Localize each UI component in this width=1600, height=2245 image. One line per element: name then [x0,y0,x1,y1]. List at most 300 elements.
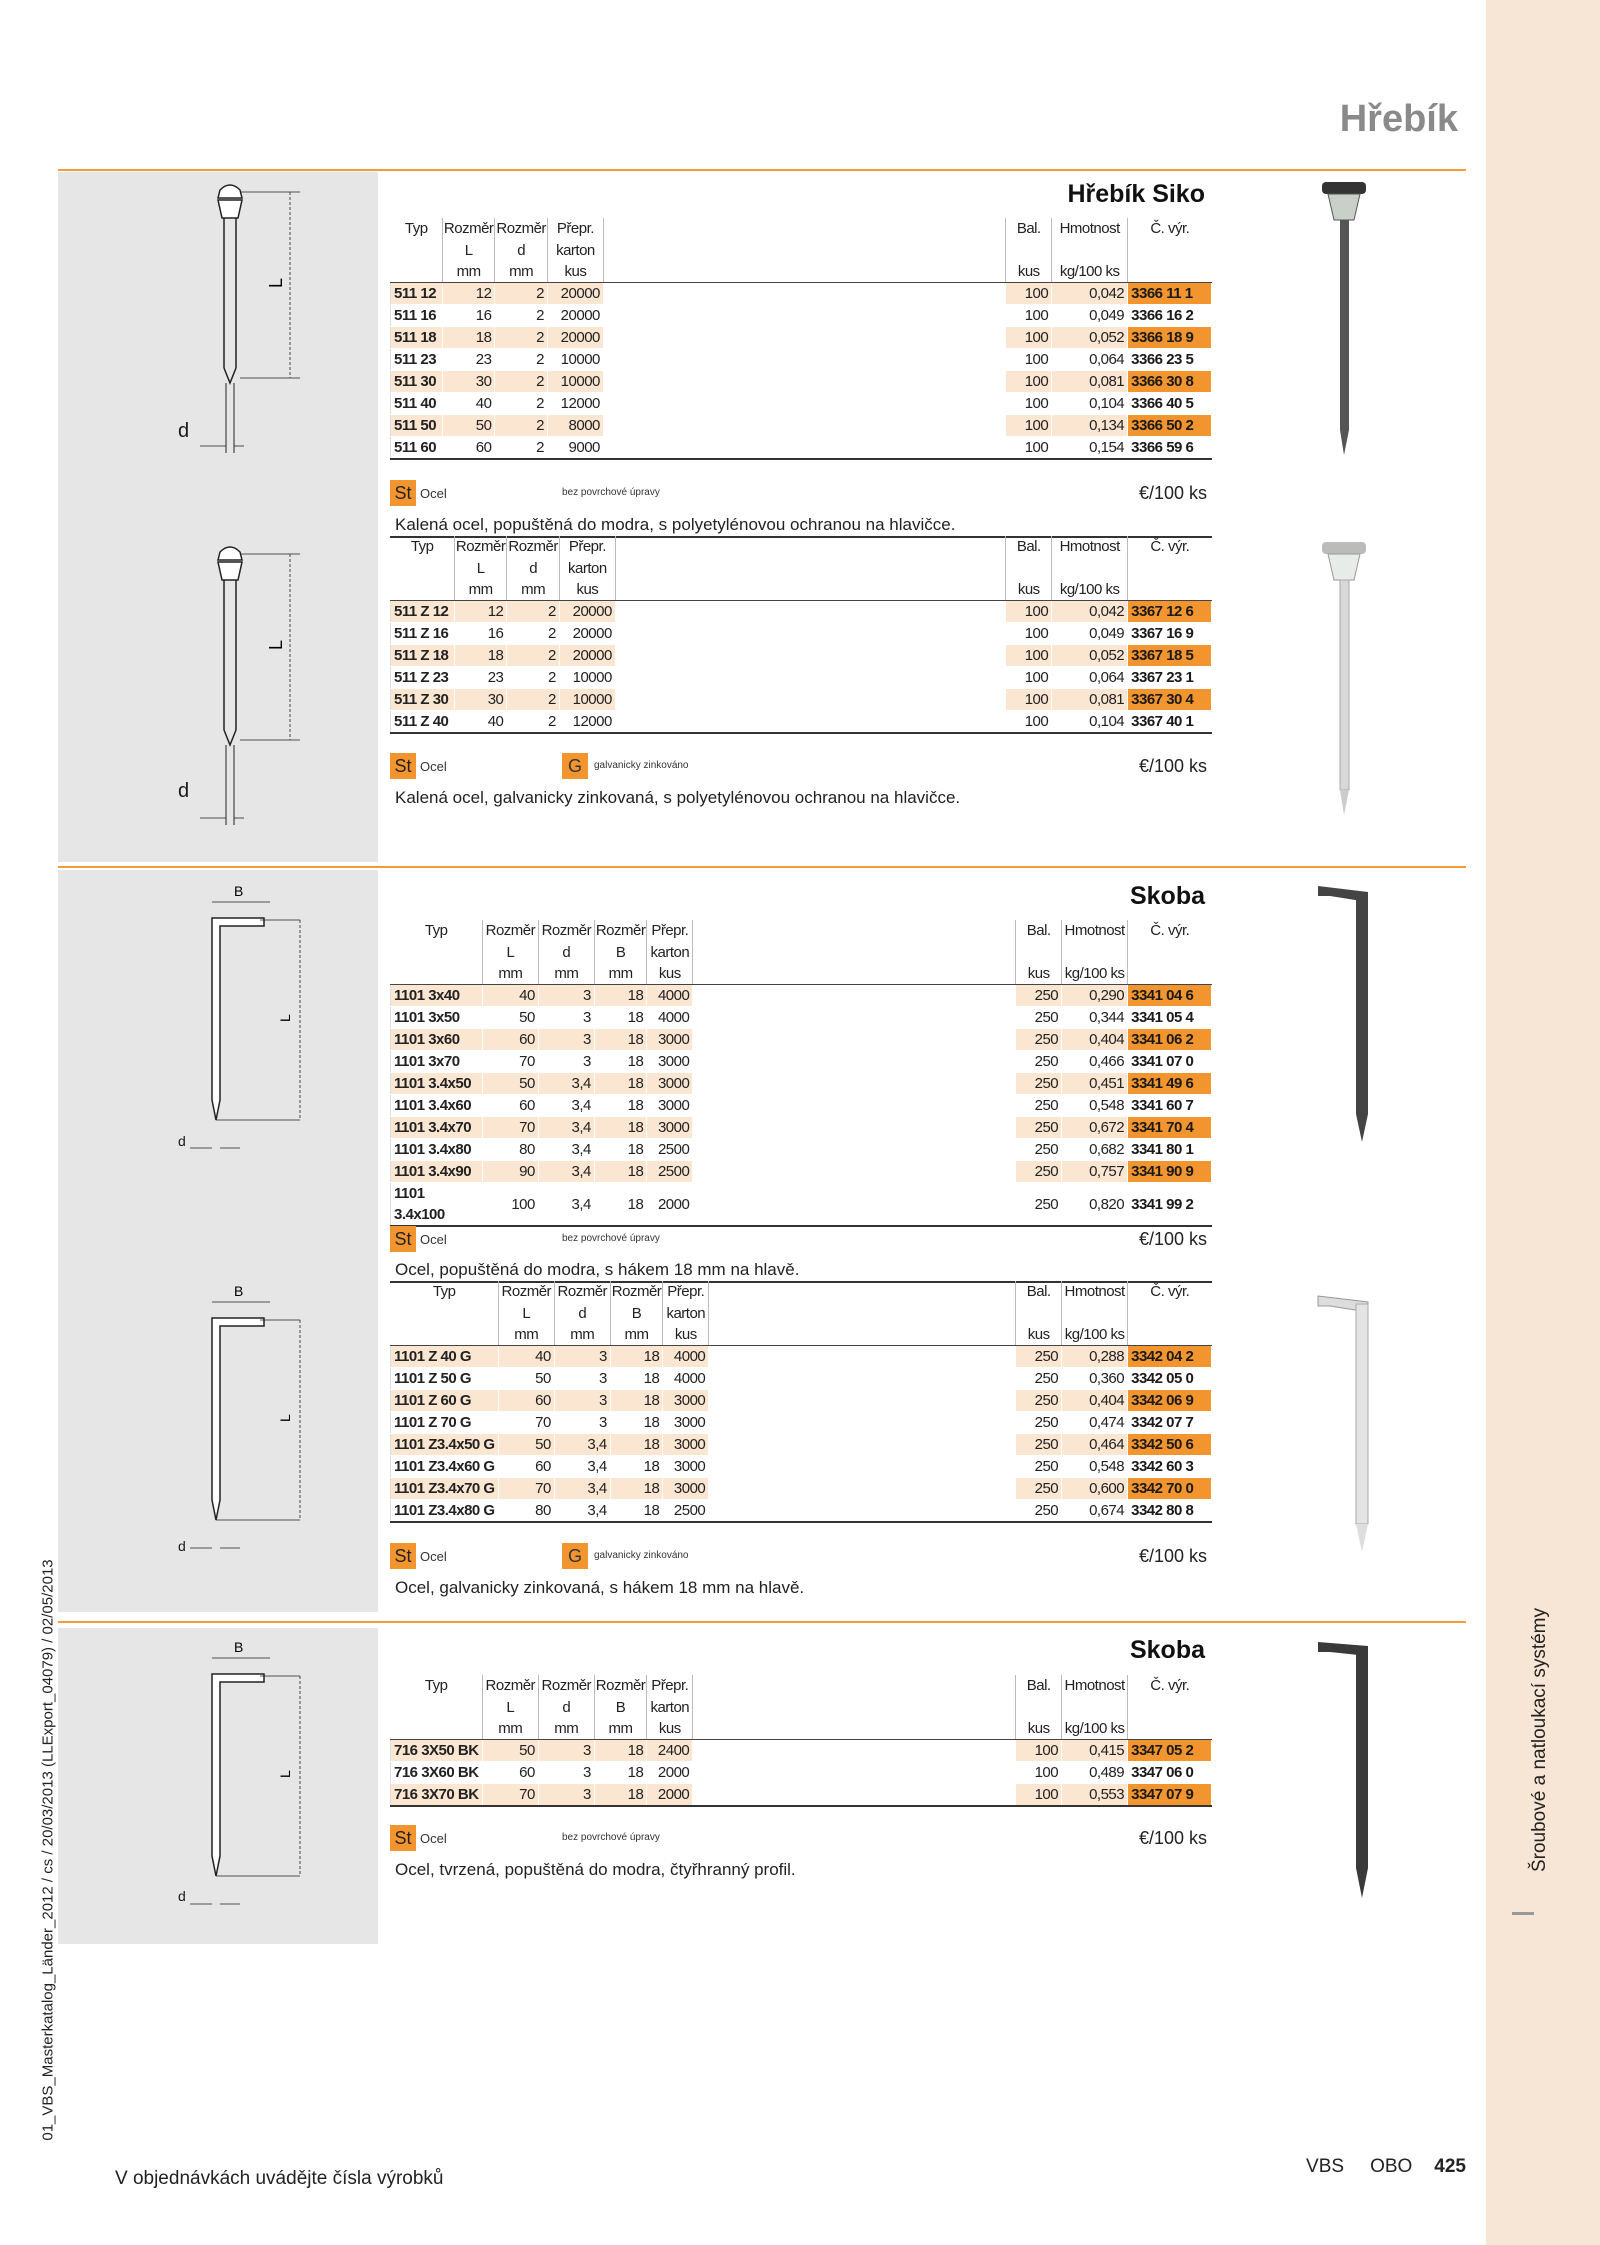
cell-value: 3 [554,1346,610,1368]
cell-value: 2 [495,415,548,437]
cell-value: 20000 [547,327,603,349]
cell-spacer [709,1478,1016,1500]
cell-type: 1101 3x50 [391,1007,483,1029]
cell-value: 100 [1006,393,1052,415]
cell-value: 18 [594,1161,647,1183]
page-number: 425 [1434,2156,1466,2177]
left-margin-text: 01_VBS_Masterkatalog_Länder_2012 / cs / 20/03/2013 (LLExport_04079) / 02/05/2013 [39,1559,57,2141]
cell-spacer [615,623,1005,645]
cell-value: 100 [1006,305,1052,327]
cell-spacer [615,689,1005,711]
cell-type: 1101 3x40 [391,985,483,1007]
cell-value: 0,548 [1062,1095,1128,1117]
cell-value: 250 [1016,1368,1062,1390]
cell-value: 18 [594,1073,647,1095]
cell-value: 2 [495,305,548,327]
material-code-st: St [390,480,416,506]
cell-article-number: 3366 16 2 [1128,305,1212,327]
dim-label-d: d [178,420,190,442]
cell-value: 3000 [647,1051,693,1073]
cell-value: 250 [1016,1029,1062,1051]
material-legend: St Ocel bez povrchové úpravy [390,480,690,508]
cell-article-number: 3366 23 5 [1128,349,1212,371]
cell-value: 2 [495,349,548,371]
cell-value: 3,4 [554,1434,610,1456]
cell-spacer [615,711,1005,734]
cell-value: 3000 [647,1073,693,1095]
cell-value: 0,466 [1062,1051,1128,1073]
dim-label-d: d [178,1888,186,1904]
table-row [391,1478,1212,1500]
staple-photo-dark [1310,880,1380,1150]
cell-spacer [693,1784,1016,1807]
cell-article-number: 3366 40 5 [1128,393,1212,415]
cell-value: 18 [610,1478,663,1500]
cell-value: 2500 [663,1500,709,1523]
cell-value: 4000 [647,985,693,1007]
cell-type: 511 60 [391,437,443,460]
cell-type: 1101 3x70 [391,1051,483,1073]
cell-article-number: 3342 06 9 [1128,1390,1212,1412]
cell-value: 100 [1016,1784,1062,1807]
cell-type: 1101 3.4x90 [391,1161,483,1183]
cell-value: 2500 [647,1139,693,1161]
cell-type: 1101 3.4x70 [391,1117,483,1139]
cell-value: 250 [1016,1139,1062,1161]
cell-value: 20000 [559,601,615,623]
cell-value: 30 [454,689,507,711]
cell-value: 250 [1016,985,1062,1007]
cell-value: 10000 [547,349,603,371]
cell-type: 1101 3x60 [391,1029,483,1051]
cell-value: 40 [454,711,507,734]
cell-type: 511 50 [391,415,443,437]
cell-value: 0,600 [1062,1478,1128,1500]
cell-spacer [709,1456,1016,1478]
material-legend: St Ocel G galvanicky zinkováno [390,1543,890,1571]
cell-value: 100 [1006,415,1052,437]
cell-value: 18 [442,327,495,349]
cell-type: 1101 3.4x60 [391,1095,483,1117]
material-legend: St Ocel bez povrchové úpravy [390,1226,690,1254]
cell-value: 3 [554,1390,610,1412]
cell-spacer [603,305,1005,327]
cell-article-number: 3342 04 2 [1128,1346,1212,1368]
cell-value: 4000 [663,1346,709,1368]
cell-value: 20000 [559,623,615,645]
cell-type: 511 Z 23 [391,667,455,689]
footer-brand-obo: OBO [1370,2156,1413,2177]
cell-type: 1101 3.4x100 [391,1183,483,1227]
dim-label-B: B [234,1283,244,1299]
cell-value: 50 [498,1434,554,1456]
cell-value: 0,042 [1052,601,1128,623]
cell-value: 9000 [547,437,603,460]
nail-drawing-1 [160,178,330,458]
cell-spacer [709,1412,1016,1434]
cell-value: 50 [498,1368,554,1390]
staple-photo-galvanized [1310,1290,1380,1560]
cell-value: 18 [610,1456,663,1478]
cell-value: 8000 [547,415,603,437]
table-row [391,1368,1212,1390]
cell-value: 20000 [559,645,615,667]
table-row [391,1784,1212,1807]
cell-value: 250 [1016,1007,1062,1029]
cell-spacer [693,1095,1016,1117]
nail-photo-galvanized [1310,540,1380,820]
cell-value: 23 [454,667,507,689]
cell-value: 250 [1016,1346,1062,1368]
cell-article-number: 3341 04 6 [1128,985,1212,1007]
table-row [391,1740,1212,1762]
nail-photo-dark [1310,180,1380,460]
material-code-st: St [390,1543,416,1569]
cell-value: 2 [507,645,560,667]
cell-value: 18 [610,1412,663,1434]
cell-spacer [693,1051,1016,1073]
product-table-siko: Typ Rozměr Rozměr Přepr. Bal. Hmotnost Č. výr. L d karton mm mm kus kus kg/100 ks 511 12 12 2 20000 100 0,042 3366 11 1 511 16 16 2 20000 100 0,049 3366 16 2 511 18 18 2 20000 100 0,052 3366 18 9 511 23 23 2 10000 100 0,064 3366 23 5 511 30 30 2 10000 100 0,081 3366 30 8 511 40 40 2 12000 100 0,104 3366 40 5 511 50 50 2 8000 100 0,134 3366 50 2 511 60 60 2 9000 100 0,154 3366 59 6 [390,218,1212,460]
cell-value: 60 [498,1390,554,1412]
cell-spacer [603,349,1005,371]
cell-article-number: 3342 05 0 [1128,1368,1212,1390]
cell-article-number: 3341 99 2 [1128,1183,1212,1227]
cell-value: 100 [1016,1762,1062,1784]
cell-value: 250 [1016,1161,1062,1183]
cell-value: 40 [482,985,538,1007]
cell-type: 511 18 [391,327,443,349]
cell-article-number: 3341 70 4 [1128,1117,1212,1139]
cell-value: 18 [594,1029,647,1051]
cell-value: 0,104 [1052,393,1128,415]
cell-article-number: 3341 49 6 [1128,1073,1212,1095]
cell-article-number: 3367 30 4 [1128,689,1212,711]
cell-value: 0,360 [1062,1368,1128,1390]
section-divider [58,866,1466,868]
cell-value: 3 [538,1029,594,1051]
cell-type: 716 3X70 BK [391,1784,483,1807]
cell-value: 2 [507,601,560,623]
table-row [391,1029,1212,1051]
staple-photo-black [1310,1636,1380,1906]
cell-spacer [693,1073,1016,1095]
cell-value: 18 [594,1740,647,1762]
table-row [391,1456,1212,1478]
cell-value: 2 [507,689,560,711]
dim-label-L: L [266,639,286,650]
cell-value: 2000 [647,1183,693,1227]
product-table-skoba-bk: Typ Rozměr Rozměr Rozměr Přepr. Bal. Hmotnost Č. výr. L d B karton mm mm mm kus kus kg/100 ks 716 3X50 BK 50 3 18 2400 100 0,415 3347 05 2 716 3X60 BK 60 3 18 2000 100 0,489 3347 06 0 716 3X70 BK 70 3 18 2000 100 0,553 3347 07 9 [390,1675,1212,1807]
page-title: Hřebík [1339,98,1458,140]
cell-value: 2 [495,283,548,305]
cell-value: 100 [1006,437,1052,460]
cell-value: 18 [610,1368,663,1390]
cell-type: 1101 3.4x80 [391,1139,483,1161]
cell-value: 3,4 [538,1073,594,1095]
dim-label-L: L [266,277,286,288]
cell-value: 100 [1006,711,1052,734]
cell-spacer [693,1740,1016,1762]
table-row [391,601,1212,623]
cell-value: 100 [1006,349,1052,371]
cell-article-number: 3367 23 1 [1128,667,1212,689]
cell-value: 0,404 [1062,1029,1128,1051]
cell-type: 1101 Z 60 G [391,1390,499,1412]
cell-value: 23 [442,349,495,371]
cell-value: 3000 [663,1390,709,1412]
cell-value: 250 [1016,1500,1062,1523]
cell-value: 3 [538,1762,594,1784]
cell-value: 16 [442,305,495,327]
staple-drawing-3 [160,1636,330,1916]
cell-spacer [693,985,1016,1007]
table-row [391,349,1212,371]
cell-type: 1101 Z3.4x70 G [391,1478,499,1500]
cell-value: 18 [610,1434,663,1456]
cell-type: 1101 3.4x50 [391,1073,483,1095]
cell-spacer [615,645,1005,667]
cell-value: 0,134 [1052,415,1128,437]
cell-type: 1101 Z 70 G [391,1412,499,1434]
table-row [391,1161,1212,1183]
cell-value: 250 [1016,1390,1062,1412]
cell-article-number: 3341 80 1 [1128,1139,1212,1161]
cell-value: 3 [538,1740,594,1762]
section-divider [58,1621,1466,1623]
cell-value: 0,064 [1052,349,1128,371]
cell-spacer [603,327,1005,349]
cell-value: 250 [1016,1456,1062,1478]
table-row [391,1434,1212,1456]
cell-type: 1101 Z 40 G [391,1346,499,1368]
cell-value: 100 [1006,623,1052,645]
cell-type: 511 Z 16 [391,623,455,645]
sidebar-category-text: Šroubové a natloukací systémy [1529,1607,1550,1873]
cell-spacer [603,393,1005,415]
cell-value: 10000 [559,689,615,711]
table-row [391,1500,1212,1523]
cell-article-number: 3366 30 8 [1128,371,1212,393]
price-unit: €/100 ks [1138,1546,1207,1566]
cell-article-number: 3342 60 3 [1128,1456,1212,1478]
cell-type: 511 12 [391,283,443,305]
staple-drawing-2 [160,1280,330,1560]
table-row [391,623,1212,645]
cell-value: 3 [554,1412,610,1434]
cell-article-number: 3341 05 4 [1128,1007,1212,1029]
cell-type: 1101 Z3.4x60 G [391,1456,499,1478]
cell-type: 511 Z 30 [391,689,455,711]
cell-value: 100 [1006,283,1052,305]
cell-value: 18 [594,1095,647,1117]
cell-type: 511 Z 12 [391,601,455,623]
cell-value: 80 [498,1500,554,1523]
cell-value: 100 [482,1183,538,1227]
product-description: Ocel, tvrzená, popuštěná do modra, čtyřhranný profil. [395,1860,796,1879]
cell-value: 3,4 [538,1117,594,1139]
cell-value: 0,288 [1062,1346,1128,1368]
cell-value: 50 [482,1007,538,1029]
cell-value: 18 [594,1784,647,1807]
cell-value: 70 [498,1412,554,1434]
cell-value: 250 [1016,1478,1062,1500]
cell-article-number: 3347 07 9 [1128,1784,1212,1807]
cell-value: 3 [538,1051,594,1073]
cell-value: 3000 [663,1412,709,1434]
cell-value: 0,049 [1052,305,1128,327]
cell-value: 10000 [547,371,603,393]
price-unit: €/100 ks [1138,483,1207,503]
cell-article-number: 3342 70 0 [1128,1478,1212,1500]
cell-value: 0,404 [1062,1390,1128,1412]
cell-value: 3,4 [554,1500,610,1523]
cell-article-number: 3347 06 0 [1128,1762,1212,1784]
cell-value: 0,415 [1062,1740,1128,1762]
cell-article-number: 3366 59 6 [1128,437,1212,460]
cell-value: 2000 [647,1762,693,1784]
cell-value: 3000 [647,1117,693,1139]
cell-value: 0,464 [1062,1434,1128,1456]
dim-label-d: d [178,1133,186,1149]
cell-value: 18 [594,1117,647,1139]
cell-value: 100 [1006,689,1052,711]
product-table-siko-zinc: Typ Rozměr Rozměr Přepr. Bal. Hmotnost Č. výr. L d karton mm mm kus kus kg/100 ks 511 Z 12 12 2 20000 100 0,042 3367 12 6 511 Z 16 16 2 20000 100 0,049 3367 16 9 511 Z 18 18 2 20000 100 0,052 3367 18 5 511 Z 23 23 2 10000 100 0,064 3367 23 1 511 Z 30 30 2 10000 100 0,081 3367 30 4 511 Z 40 40 2 12000 100 0,104 3367 40 1 [390,536,1212,734]
cell-type: 1101 Z 50 G [391,1368,499,1390]
cell-value: 3 [538,1784,594,1807]
cell-article-number: 3367 40 1 [1128,711,1212,734]
cell-value: 18 [610,1390,663,1412]
cell-type: 511 Z 40 [391,711,455,734]
cell-value: 2 [495,327,548,349]
table-row [391,1183,1212,1227]
cell-value: 2 [495,393,548,415]
product-description: Ocel, popuštěná do modra, s hákem 18 mm na hlavě. [395,1260,800,1279]
cell-article-number: 3347 05 2 [1128,1740,1212,1762]
cell-value: 2 [507,623,560,645]
cell-value: 250 [1016,1051,1062,1073]
cell-value: 20000 [547,283,603,305]
table-row [391,371,1212,393]
dim-label-L: L [277,1770,293,1778]
cell-value: 0,049 [1052,623,1128,645]
cell-article-number: 3341 06 2 [1128,1029,1212,1051]
cell-article-number: 3341 90 9 [1128,1161,1212,1183]
cell-value: 100 [1006,667,1052,689]
section-title-skoba: Skoba [1129,1636,1205,1664]
cell-article-number: 3341 07 0 [1128,1051,1212,1073]
cell-value: 2 [495,371,548,393]
cell-value: 0,290 [1062,985,1128,1007]
material-legend: St Ocel G galvanicky zinkováno [390,753,890,781]
cell-value: 60 [442,437,495,460]
cell-value: 0,081 [1052,371,1128,393]
dim-label-d: d [178,1538,186,1554]
table-row [391,283,1212,305]
cell-article-number: 3342 07 7 [1128,1412,1212,1434]
cell-value: 50 [482,1073,538,1095]
cell-article-number: 3366 11 1 [1128,283,1212,305]
cell-value: 10000 [559,667,615,689]
cell-type: 511 16 [391,305,443,327]
cell-value: 0,489 [1062,1762,1128,1784]
cell-value: 2000 [647,1784,693,1807]
cell-spacer [709,1500,1016,1523]
cell-value: 18 [594,1051,647,1073]
cell-value: 100 [1006,371,1052,393]
cell-value: 0,548 [1062,1456,1128,1478]
cell-value: 0,672 [1062,1117,1128,1139]
cell-spacer [709,1346,1016,1368]
cell-value: 250 [1016,1117,1062,1139]
cell-article-number: 3367 12 6 [1128,601,1212,623]
section-divider [58,169,1466,171]
cell-value: 0,052 [1052,327,1128,349]
cell-value: 50 [442,415,495,437]
dim-label-L: L [277,1414,293,1422]
cell-spacer [603,371,1005,393]
table-row [391,415,1212,437]
table-row [391,393,1212,415]
cell-value: 16 [454,623,507,645]
cell-value: 250 [1016,1183,1062,1227]
cell-value: 3,4 [554,1478,610,1500]
table-row [391,1117,1212,1139]
product-description: Ocel, galvanicky zinkovaná, s hákem 18 mm na hlavě. [395,1578,805,1597]
cell-type: 1101 Z3.4x80 G [391,1500,499,1523]
cell-value: 18 [594,1762,647,1784]
cell-article-number: 3366 18 9 [1128,327,1212,349]
cell-value: 4000 [663,1368,709,1390]
cell-type: 1101 Z3.4x50 G [391,1434,499,1456]
sidebar-mark [1512,1912,1534,1915]
cell-value: 100 [1006,645,1052,667]
cell-value: 0,042 [1052,283,1128,305]
cell-spacer [693,1117,1016,1139]
table-row [391,1073,1212,1095]
table-row [391,1139,1212,1161]
cell-spacer [709,1390,1016,1412]
cell-value: 18 [594,1139,647,1161]
cell-spacer [693,1762,1016,1784]
cell-value: 0,820 [1062,1183,1128,1227]
price-unit: €/100 ks [1138,1828,1207,1848]
cell-spacer [603,283,1005,305]
cell-value: 60 [482,1029,538,1051]
cell-value: 3 [538,985,594,1007]
cell-value: 12 [442,283,495,305]
cell-value: 250 [1016,1412,1062,1434]
cell-value: 0,682 [1062,1139,1128,1161]
cell-value: 3000 [647,1029,693,1051]
cell-value: 4000 [647,1007,693,1029]
staple-drawing-1 [160,880,330,1160]
material-code-g: G [562,753,588,779]
cell-value: 60 [498,1456,554,1478]
cell-value: 2 [507,667,560,689]
product-description: Kalená ocel, galvanicky zinkovaná, s polyetylénovou ochranou na hlavičce. [395,788,961,807]
cell-type: 511 40 [391,393,443,415]
material-legend: St Ocel bez povrchové úpravy [390,1825,690,1853]
cell-spacer [615,667,1005,689]
table-row [391,645,1212,667]
cell-value: 0,081 [1052,689,1128,711]
sidebar-band [1486,0,1600,2245]
cell-type: 511 Z 18 [391,645,455,667]
cell-value: 3,4 [538,1161,594,1183]
cell-value: 70 [482,1051,538,1073]
table-row [391,327,1212,349]
cell-value: 12000 [547,393,603,415]
